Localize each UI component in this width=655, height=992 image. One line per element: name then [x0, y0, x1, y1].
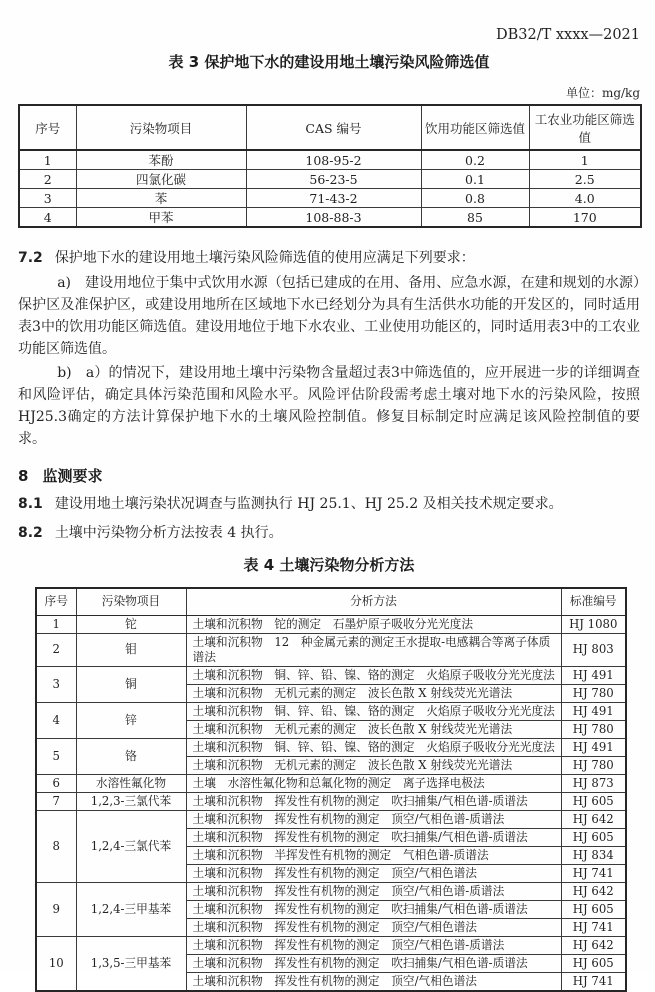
unit-note: 单位：mg/kg [565, 86, 640, 100]
table3-title: 表 3 保护地下水的建设用地土壤污染风险筛选值 [168, 53, 490, 71]
table3-header-row [19, 105, 641, 150]
cell-standard: HJ 605 [561, 828, 626, 846]
cell-pollutant: 1,2,4-三甲基苯 [76, 882, 186, 936]
table-row [36, 936, 626, 954]
cell-method: 土壤和沉积物 铊的测定 石墨炉原子吸收分光光度法 [186, 615, 561, 633]
cell-standard: HJ 803 [561, 633, 626, 666]
cell-drinking-value: 0.8 [421, 189, 529, 208]
cell-standard: HJ 834 [561, 846, 626, 864]
cell-industrial-value: 4.0 [529, 189, 641, 208]
cell-seq: 1 [19, 150, 76, 170]
cell-seq: 9 [36, 882, 76, 936]
cell-seq: 3 [19, 189, 76, 208]
cell-cas: 108-88-3 [246, 208, 421, 228]
table-row [36, 738, 626, 756]
table3-header-cas: CAS 编号 [246, 105, 421, 150]
cell-seq: 7 [36, 792, 76, 810]
cell-seq: 5 [36, 738, 76, 774]
cell-standard: HJ 491 [561, 666, 626, 684]
cell-standard: HJ 605 [561, 954, 626, 972]
cell-seq: 4 [19, 208, 76, 228]
cell-drinking-value: 0.2 [421, 150, 529, 170]
cell-seq: 2 [36, 633, 76, 666]
cell-method: 土壤和沉积物 铜、锌、铅、镍、铬的测定 火焰原子吸收分光光度法 [186, 702, 561, 720]
cell-standard: HJ 873 [561, 774, 626, 792]
table3-header-drinking: 饮用功能区筛选值 [421, 105, 529, 150]
clause-8-1-text: 建设用地土壤污染状况调查与监测执行 HJ 25.1、HJ 25.2 及相关技术规定要求。 [54, 496, 563, 512]
cell-method: 土壤和沉积物 无机元素的测定 波长色散 X 射线荧光光谱法 [186, 684, 561, 702]
cell-standard: HJ 642 [561, 936, 626, 954]
table-row [36, 615, 626, 633]
cell-drinking-value: 85 [421, 208, 529, 228]
cell-seq: 1 [36, 615, 76, 633]
cell-pollutant: 甲苯 [76, 208, 246, 228]
section-8-number: 8 [18, 467, 29, 485]
clause-8-1 [18, 492, 640, 516]
table3 [18, 104, 642, 228]
cell-standard: HJ 605 [561, 792, 626, 810]
cell-pollutant: 水溶性氟化物 [76, 774, 186, 792]
cell-method: 土壤和沉积物 挥发性有机物的测定 吹扫捕集/气相色谱-质谱法 [186, 792, 561, 810]
clause-8-2 [18, 521, 640, 545]
table-row [19, 189, 641, 208]
cell-standard: HJ 605 [561, 900, 626, 918]
cell-cas: 56-23-5 [246, 170, 421, 189]
cell-method: 土壤和沉积物 挥发性有机物的测定 顶空/气相色谱法 [186, 864, 561, 882]
cell-method: 土壤和沉积物 无机元素的测定 波长色散 X 射线荧光光谱法 [186, 720, 561, 738]
cell-pollutant: 苯 [76, 189, 246, 208]
table4 [35, 587, 627, 992]
table-row [19, 208, 641, 228]
cell-seq: 2 [19, 170, 76, 189]
table-row [36, 810, 626, 828]
cell-method: 土壤和沉积物 12 种金属元素的测定王水提取-电感耦合等离子体质谱法 [186, 633, 561, 666]
cell-standard: HJ 642 [561, 810, 626, 828]
cell-method: 土壤和沉积物 铜、锌、铅、镍、铬的测定 火焰原子吸收分光光度法 [186, 738, 561, 756]
cell-cas: 71-43-2 [246, 189, 421, 208]
cell-method: 土壤和沉积物 挥发性有机物的测定 吹扫捕集/气相色谱-质谱法 [186, 828, 561, 846]
section-8-title: 监测要求 [42, 467, 103, 485]
cell-pollutant: 铜 [76, 666, 186, 702]
table-row [36, 702, 626, 720]
cell-standard: HJ 780 [561, 720, 626, 738]
cell-pollutant: 四氯化碳 [76, 170, 246, 189]
clause-7-2-item-b: b) a）的情况下，建设用地土壤中污染物含量超过表3中筛选值的，应开展进一步的详细调查和风险评估，确定具体污染范围和风险水平。风险评估阶段需考虑土壤对地下水的污染风险，按照HJ25.3确定的方法计算保护地下水的土壤风险控制值。修复目标制定时应满足该风险控制值的要求。 [18, 365, 640, 447]
cell-standard: HJ 491 [561, 738, 626, 756]
table3-header-pollutant: 污染物项目 [76, 105, 246, 150]
cell-method: 土壤和沉积物 无机元素的测定 波长色散 X 射线荧光光谱法 [186, 756, 561, 774]
cell-method: 土壤和沉积物 挥发性有机物的测定 顶空/气相色谱法 [186, 918, 561, 936]
cell-cas: 108-95-2 [246, 150, 421, 170]
section-8-heading [18, 466, 640, 487]
cell-method: 土壤和沉积物 铜、锌、铅、镍、铬的测定 火焰原子吸收分光光度法 [186, 666, 561, 684]
cell-pollutant: 1,2,4-三氯代苯 [76, 810, 186, 882]
table3-header-industrial: 工农业功能区筛选值 [529, 105, 641, 150]
cell-standard: HJ 741 [561, 972, 626, 991]
cell-seq: 10 [36, 936, 76, 991]
table-row [36, 882, 626, 900]
cell-seq: 3 [36, 666, 76, 702]
table-row [36, 666, 626, 684]
doc-number: DB32/T xxxx—2021 [495, 27, 640, 43]
cell-pollutant: 1,2,3-三氯代苯 [76, 792, 186, 810]
clause-8-2-text: 土壤中污染物分析方法按表 4 执行。 [54, 525, 283, 541]
cell-method: 土壤和沉积物 挥发性有机物的测定 顶空/气相色谱-质谱法 [186, 882, 561, 900]
table4-title: 表 4 土壤污染物分析方法 [243, 556, 415, 574]
table-row [36, 792, 626, 810]
cell-standard: HJ 642 [561, 882, 626, 900]
table3-header-seq: 序号 [19, 105, 76, 150]
cell-standard: HJ 780 [561, 684, 626, 702]
table-row [19, 150, 641, 170]
cell-seq: 8 [36, 810, 76, 882]
cell-standard: HJ 491 [561, 702, 626, 720]
clause-7-2-heading: 保护地下水的建设用地土壤污染风险筛选值的使用应满足下列要求： [54, 250, 475, 266]
cell-industrial-value: 1 [529, 150, 641, 170]
table4-header-seq: 序号 [36, 588, 76, 615]
cell-pollutant: 铊 [76, 615, 186, 633]
cell-standard: HJ 741 [561, 918, 626, 936]
table-row [36, 633, 626, 666]
clause-7-2-number: 7.2 [18, 250, 43, 266]
cell-method: 土壤和沉积物 挥发性有机物的测定 吹扫捕集/气相色谱-质谱法 [186, 954, 561, 972]
clause-7-2-item-a: a) 建设用地位于集中式饮用水源（包括已建成的在用、备用、应急水源，在建和规划的水源）保护区及准保护区，或建设用地所在区域地下水已经划分为具有生活供水功能的开发区的，同时适用表3中的饮用功能区筛选值。建设用地位于地下水农业、工业使用功能区的，同时适用表3中的工农业功能区筛选值。 [18, 275, 640, 357]
cell-standard: HJ 741 [561, 864, 626, 882]
cell-method: 土壤 水溶性氟化物和总氟化物的测定 离子选择电极法 [186, 774, 561, 792]
table4-header-row [36, 588, 626, 615]
cell-method: 土壤和沉积物 挥发性有机物的测定 顶空/气相色谱-质谱法 [186, 810, 561, 828]
cell-pollutant: 锌 [76, 702, 186, 738]
cell-method: 土壤和沉积物 挥发性有机物的测定 吹扫捕集/气相色谱-质谱法 [186, 900, 561, 918]
cell-method: 土壤和沉积物 半挥发性有机物的测定 气相色谱-质谱法 [186, 846, 561, 864]
cell-method: 土壤和沉积物 挥发性有机物的测定 顶空/气相色谱法 [186, 972, 561, 991]
clause-8-2-number: 8.2 [18, 525, 43, 541]
cell-pollutant: 铬 [76, 738, 186, 774]
cell-pollutant: 苯酚 [76, 150, 246, 170]
cell-industrial-value: 2.5 [529, 170, 641, 189]
table-row [19, 170, 641, 189]
clause-7-2 [18, 246, 640, 270]
cell-pollutant: 1,3,5-三甲基苯 [76, 936, 186, 991]
table4-header-method: 分析方法 [186, 588, 561, 615]
cell-standard: HJ 780 [561, 756, 626, 774]
clause-8-1-number: 8.1 [18, 496, 43, 512]
table4-header-pollutant: 污染物项目 [76, 588, 186, 615]
cell-pollutant: 钼 [76, 633, 186, 666]
cell-standard: HJ 1080 [561, 615, 626, 633]
table-row [36, 774, 626, 792]
cell-seq: 6 [36, 774, 76, 792]
cell-method: 土壤和沉积物 挥发性有机物的测定 顶空/气相色谱-质谱法 [186, 936, 561, 954]
cell-industrial-value: 170 [529, 208, 641, 228]
cell-seq: 4 [36, 702, 76, 738]
cell-drinking-value: 0.1 [421, 170, 529, 189]
table4-header-standard: 标准编号 [561, 588, 626, 615]
